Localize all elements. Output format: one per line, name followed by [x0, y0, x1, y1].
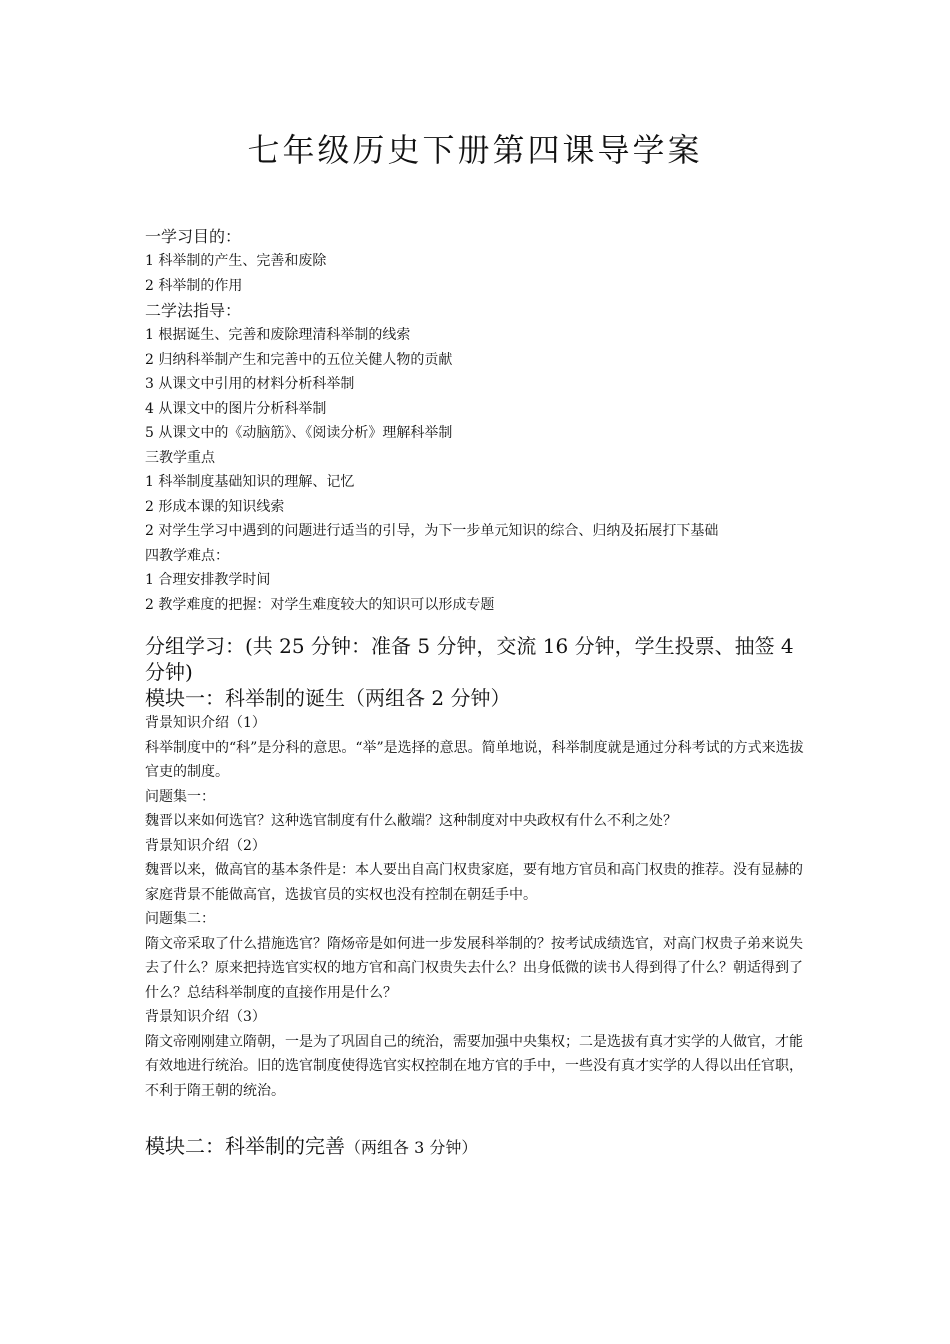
focus-item: 2 形成本课的知识线索 — [145, 498, 285, 515]
difficulty-item: 1 合理安排教学时间 — [145, 572, 271, 588]
background-label: 背景知识介绍（1） — [145, 715, 266, 731]
background-text: 科举制度中的“科”是分科的意思。“举”是选择的意思。简单地说，科举制度就是通过分科考试的方式来选拔官吏的制度。 — [145, 739, 804, 780]
method-item: 2 归纳科举制产生和完善中的五位关健人物的贡献 — [145, 351, 453, 368]
document-title: 七年级历史下册第四课导学案 — [247, 131, 703, 169]
focus-item: 1 科举制度基础知识的理解、记忆 — [145, 474, 355, 490]
difficulty-heading: 四教学难点： — [145, 547, 229, 564]
module1-heading: 模块一：科举制的诞生（两组各 2 分钟） — [145, 686, 511, 710]
question-set-text: 魏晋以来如何选官？这种选官制度有什么敝端？这种制度对中央政权有什么不利之处？ — [145, 813, 677, 829]
method-item: 5 从课文中的《动脑筋》、《阅读分析》理解科举制 — [145, 425, 453, 441]
document-body — [145, 224, 810, 1161]
objective-item: 1 科举制的产生、完善和废除 — [145, 253, 327, 269]
module2-duration: （两组各 3 分钟） — [345, 1138, 478, 1157]
objectives-heading: 一学习目的： — [145, 227, 242, 246]
method-item: 3 从课文中引用的材料分析科举制 — [145, 376, 355, 392]
background-label: 背景知识介绍（2） — [145, 837, 266, 854]
focus-item: 2 对学生学习中遇到的问题进行适当的引导，为下一步单元知识的综合、归纳及拓展打下基础 — [145, 523, 719, 539]
difficulty-item: 2 教学难度的把握：对学生难度较大的知识可以形成专题 — [145, 596, 495, 613]
methods-heading: 二学法指导： — [145, 301, 242, 320]
module2-heading — [145, 1133, 810, 1161]
background-text: 隋文帝刚刚建立隋朝，一是为了巩固自己的统治，需要加强中央集权；二是选拔有真才实学的人做官，才能有效地进行统治。旧的选官制度使得选官实权控制在地方官的手中，一些没有真才实学的人得以出任官职，不利于隋王朝的统治。 — [145, 1033, 803, 1099]
method-item: 4 从课文中的图片分析科举制 — [145, 400, 327, 417]
group-study-heading: 分组学习：(共 25 分钟：准备 5 分钟，交流 16 分钟，学生投票、抽签 4 分钟) — [145, 634, 794, 684]
method-item: 1 根据诞生、完善和废除理清科举制的线索 — [145, 327, 411, 343]
question-set-label: 问题集一： — [145, 788, 215, 805]
background-text: 魏晋以来，做高官的基本条件是：本人要出自高门权贵家庭，要有地方官员和高门权贵的推荐。没有显赫的家庭背景不能做高官，选拔官员的实权也没有控制在朝廷手中。 — [145, 862, 803, 903]
background-label: 背景知识介绍（3） — [145, 1009, 266, 1025]
focus-heading: 三教学重点 — [145, 449, 215, 466]
objective-item: 2 科举制的作用 — [145, 277, 243, 294]
question-set-text: 隋文帝采取了什么措施选官？隋炀帝是如何进一步发展科举制的？按考试成绩选官，对高门权贵子弟来说失去了什么？原来把持选官实权的地方官和高门权贵失去什么？出身低微的读书人得到得了什么？朝适得到了什么？总结科举制度的直接作用是什么？ — [145, 935, 803, 1001]
question-set-label: 问题集二： — [145, 911, 215, 927]
module2-title: 模块二：科举制的完善 — [145, 1134, 345, 1158]
